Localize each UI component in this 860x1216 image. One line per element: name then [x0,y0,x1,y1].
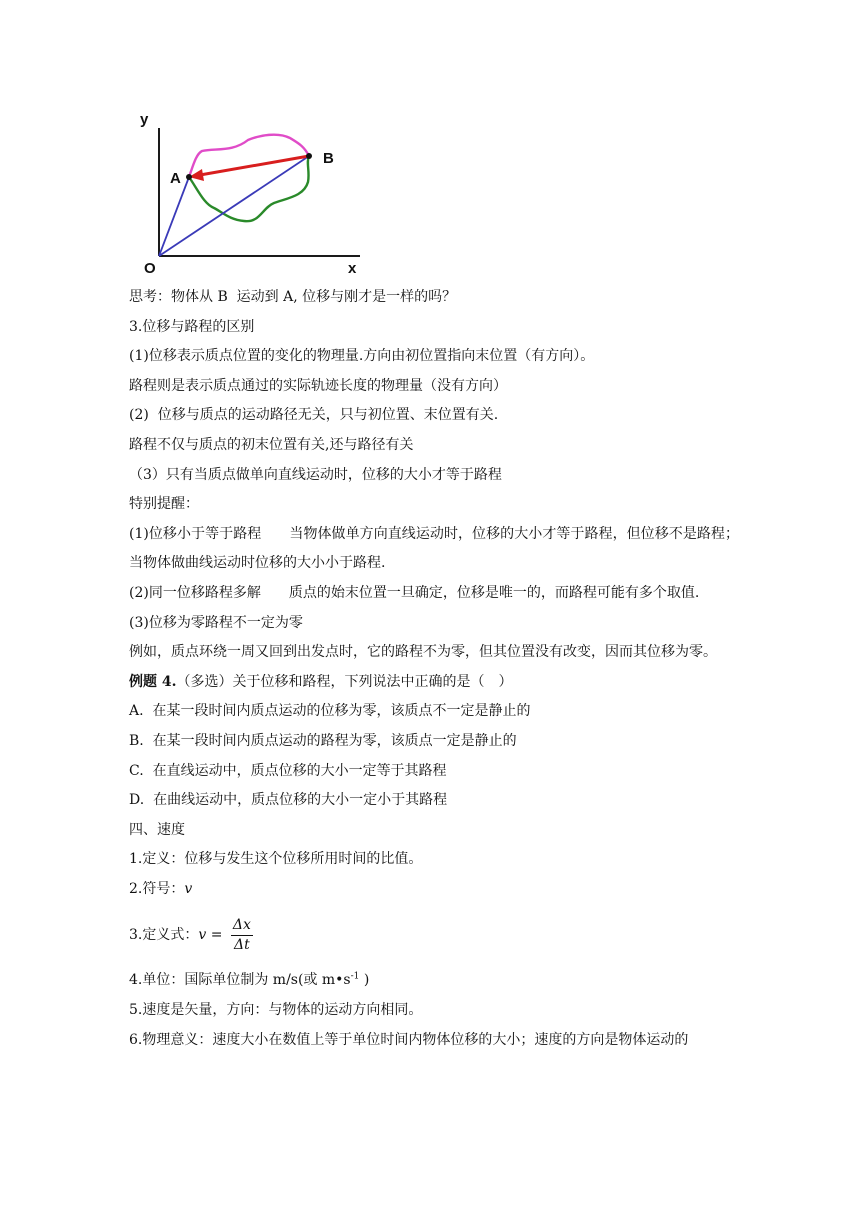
example-4-question [129,668,739,698]
point-a-dot [186,174,192,180]
point-2-displacement: (2) 位移与质点的运动路径无关，只与初位置、末位置有关. [129,407,499,424]
reminder-3-example: 例如，质点环绕一周又回到出发点时，它的路程不为零，但其位置没有改变，因而其位移为零。 [129,644,717,661]
point-a-label: A [170,170,181,187]
line-o-to-b [159,156,309,256]
x-axis-label: x [348,260,357,277]
reminder-2: (2)同一位移路程多解 质点的始末位置一旦确定，位移是唯一的，而路程可能有多个取值. [129,584,700,601]
unit-text: 4.单位：国际单位制为 m/s(或 m•s [129,972,351,989]
option-c: C. 在直线运动中，质点位移的大小一定等于其路程 [129,762,447,779]
example-label: 例题 4. [129,673,177,690]
reminder-title: 特别提醒： [129,496,199,513]
example-text: （多选）关于位移和路程，下列说法中正确的是（ ） [176,673,513,690]
displacement-diagram [138,104,378,280]
option-a: A. 在某一段时间内质点运动的位移为零，该质点不一定是静止的 [129,703,531,720]
point-1-distance: 路程则是表示质点通过的实际轨迹长度的物理量（没有方向） [129,377,507,394]
section-3-title: 3.位移与路程的区别 [129,318,255,335]
think-question: 思考：物体从 B 运动到 A, 位移与刚才是一样的吗？ [129,289,457,305]
point-b-label: B [323,150,334,167]
option-d: D. 在曲线运动中，质点位移的大小一定小于其路程 [129,792,448,809]
point-1-displacement: (1)位移表示质点位置的变化的物理量.方向由初位置指向末位置（有方向）。 [129,348,595,365]
reminder-3: (3)位移为零路程不一定为零 [129,614,303,631]
point-2-distance: 路程不仅与质点的初末位置有关,还与路径有关 [129,436,414,453]
formula-label: 3.定义式： [129,926,199,943]
velocity-symbol [129,875,739,905]
formula-numerator: Δx [232,916,251,933]
symbol-v: v [184,880,193,897]
formula-denominator: Δt [234,936,250,953]
formula-lhs: v [198,926,207,943]
symbol-label: 2.符号： [129,880,185,897]
velocity-vector: 5.速度是矢量，方向：与物体的运动方向相同。 [129,1002,423,1019]
formula-fraction [231,916,253,955]
reminder-1: (1)位移小于等于路程 当物体做单方向直线运动时，位移的大小才等于路程，但位移不是路程；当物体做曲线运动时位移的大小小于路程. [129,525,739,572]
velocity-formula [129,906,739,964]
velocity-definition: 1.定义：位移与发生这个位移所用时间的比值。 [129,851,423,868]
option-b: B. 在某一段时间内质点运动的路程为零，该质点一定是静止的 [129,732,517,749]
origin-label: O [144,260,156,277]
formula-equals: = [206,926,227,943]
velocity-unit [129,966,739,996]
velocity-meaning: 6.物理意义：速度大小在数值上等于单位时间内物体位移的大小；速度的方向是物体运动的 [129,1031,689,1048]
unit-close: ) [359,972,370,989]
displacement-arrow [200,156,309,175]
document-body [129,283,739,1055]
point-3: （3）只有当质点做单向直线运动时，位移的大小才等于路程 [129,466,502,483]
coordinate-figure [138,104,378,280]
section-4-title: 四、速度 [129,821,185,838]
line-o-to-a [159,177,189,256]
upper-path [189,135,309,177]
unit-exponent: -1 [350,971,360,982]
point-b-dot [306,153,312,159]
y-axis-label: y [140,111,149,128]
